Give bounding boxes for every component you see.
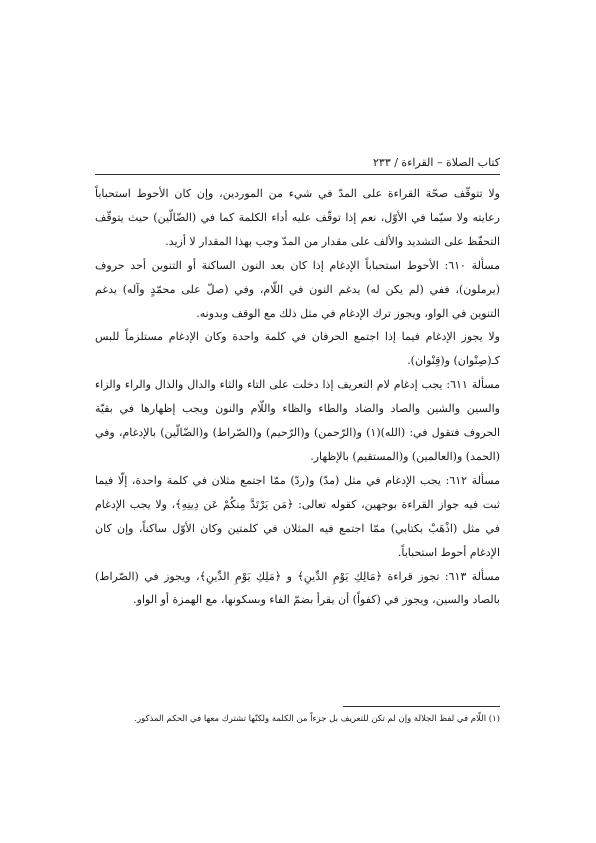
footnote-divider	[343, 706, 500, 707]
running-header: كتاب الصلاة – القراءة / ٢٣٣	[373, 156, 500, 169]
header-divider	[95, 174, 500, 175]
paragraph: مسألة ٦١١: يجب إدغام لام التعريف إذا دخلت على التاء والثاء والدال والذال والراء والزاء والسين والشين والصاد والضاد والطاء والظاء واللّام والنون ويجب إظهارها في بقيّة الحروف فتقول في: (الله)(١) و(الرّحمن) و(الرّحيم) و(الصّراط) و(الضّالّين) بالإدغام، وفي (الحمد) و(العالمين) و(المستقيم) بالإظهار.	[95, 378, 501, 463]
paragraph: مسألة ٦١٣: تجوز قراءة ﴿مَالِكِ يَوْمِ الدِّينِ﴾ و ﴿مَلِكِ يَوْمِ الدِّينِ﴾، ويجوز في (الصّراط) بالصاد والسين، ويجوز في (كفواً) أن يقرأ بضمّ الفاء وبسكونها، مع الهمزة أو الواو.	[95, 569, 500, 607]
paragraph: مسألة ٦١٢: يجب الإدغام في مثل (مدّ) و(ردّ) ممّا اجتمع مثلان في كلمة واحدة، إلّا فيما ثبت فيه جواز القراءة بوجهين، كقوله تعالى: ﴿مَن يَرْتَدَّ مِنكُمْ عَن دِينِهِ﴾، ولا يجب الإدغام في مثل (اذْهَبْ بكتابي) ممّا اجتمع فيه المثلان في كلمتين وكان الأوّل ساكناً، وإن كان الإدغام أحوط استحباباً.	[95, 473, 500, 559]
main-text	[95, 182, 500, 612]
paragraph: ولا يجوز الإدغام فيما إذا اجتمع الحرفان في كلمة واحدة وكان الإدغام مستلزماً للبس كـ(صِنْوان) و(قِنْوان).	[95, 330, 500, 368]
paragraph: مسألة ٦١٠: الأحوط استحباباً الإدغام إذا كان بعد النون الساكنة أو التنوين أحد حروف (يرملون)، ففي (لم يكن له) يدغم النون في اللّام، وفي (صلّ على محمّدٍ وآله) يدغم التنوين في الواو، ويجوز ترك الإدغام في مثل ذلك مع الوقف وبدونه.	[95, 258, 500, 320]
paragraph: ولا تتوقّف صحّة القراءة على المدّ في شيء من الموردين، وإن كان الأحوط استحباباً رعايته ولا سيّما في الأوّل، نعم إذا توقّف عليه أداء الكلمة كما في (الضّالّين) حيث يتوقّف التحفّظ على التشديد والألف على مقدار من المدّ وجب بهذا المقدار لا أزيد.	[95, 187, 500, 248]
footnote: (١) اللّام في لفظ الجلالة وإن لم تكن للتعريف بل جزءاً من الكلمة ولكنّها تشترك معها في الحكم المذكور.	[134, 714, 500, 724]
